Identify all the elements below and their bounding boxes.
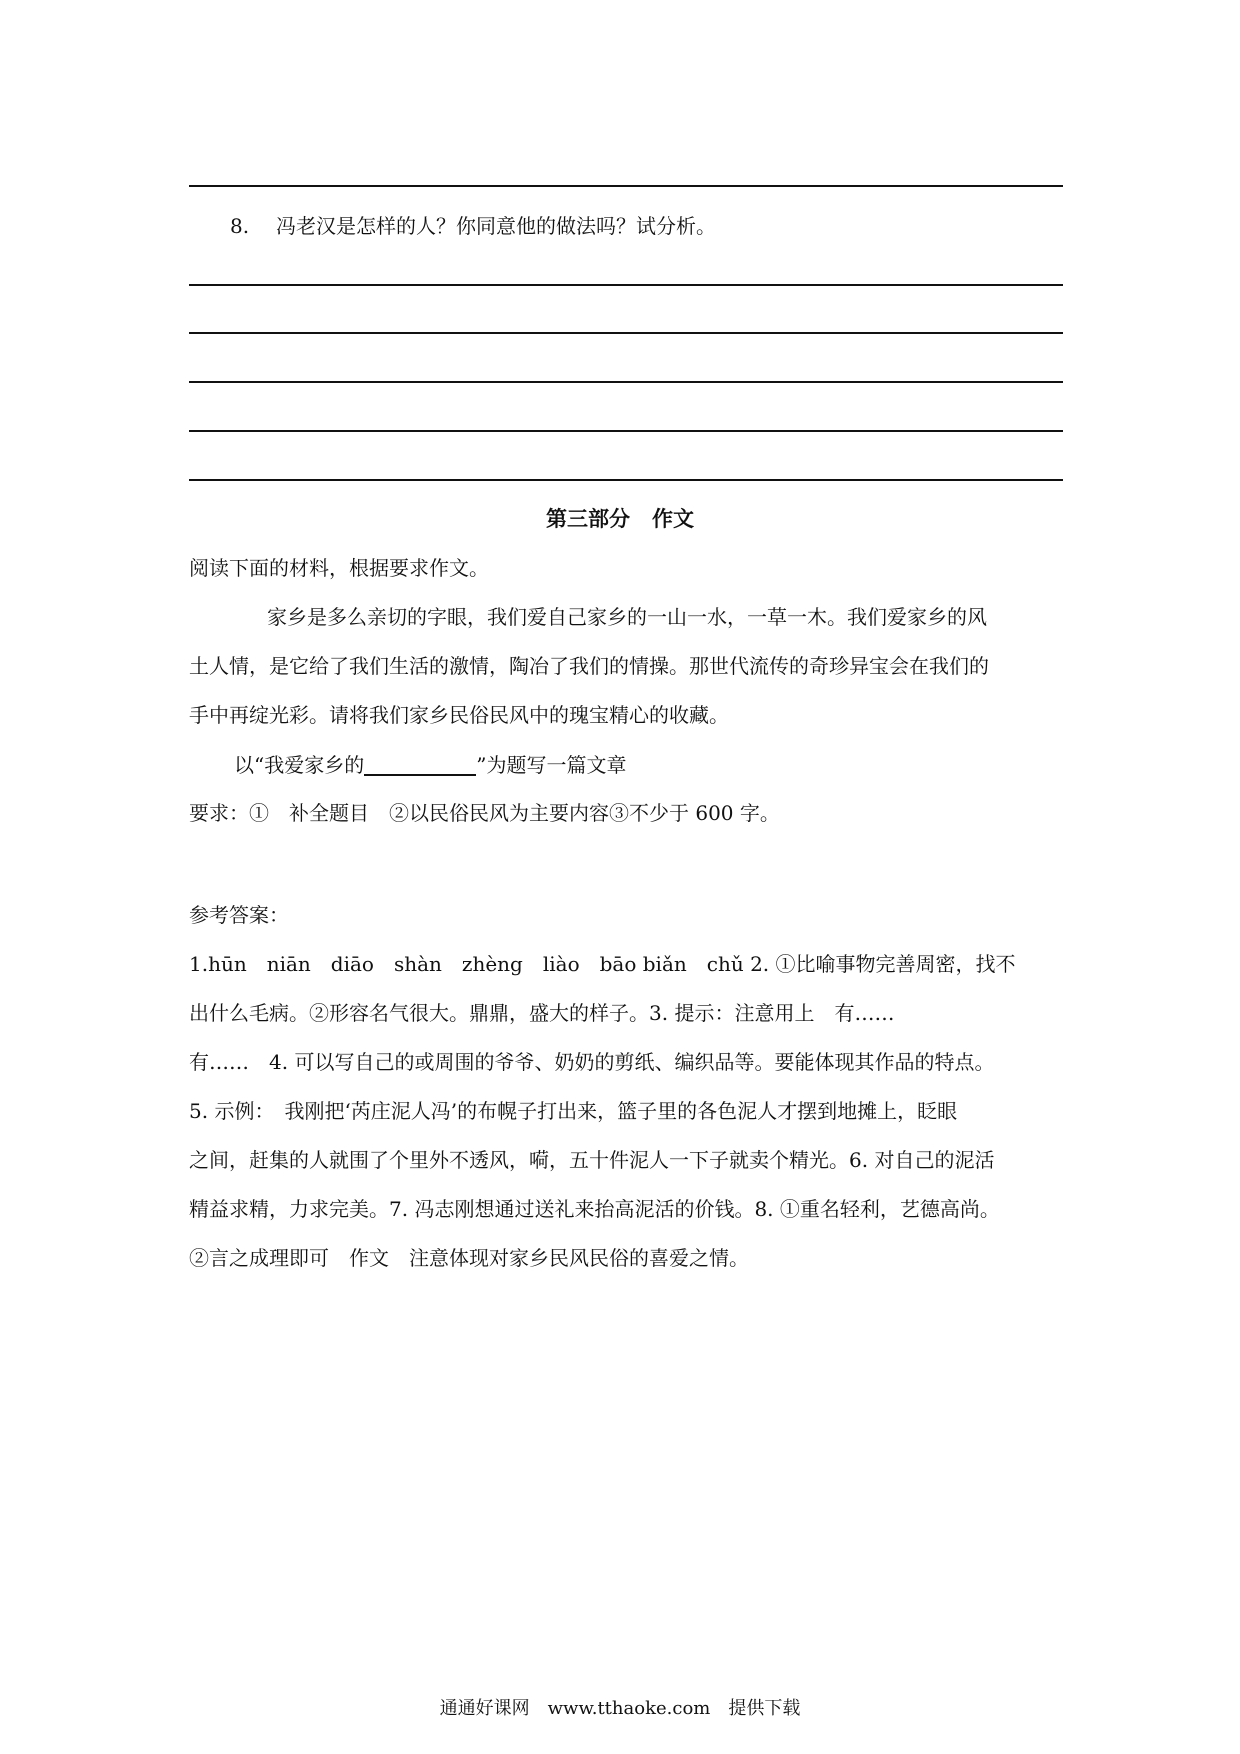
answer-line-5: 之间，赶集的人就围了个里外不透风，嗬，五十件泥人一下子就卖个精光。6. 对自己的泥活 xyxy=(189,1148,995,1172)
answer-line-3: 有…… 4. 可以写自己的或周围的爷爷、奶奶的剪纸、编织品等。要能体现其作品的特点。 xyxy=(189,1050,995,1074)
section-heading xyxy=(0,508,1240,529)
answer-line xyxy=(189,381,1063,383)
instruction-text: 阅读下面的材料，根据要求作文。 xyxy=(189,556,489,580)
answer-line-7: ②言之成理即可 作文 注意体现对家乡民风民俗的喜爱之情。 xyxy=(189,1246,749,1270)
material-line-2: 土人情，是它给了我们生活的激情，陶冶了我们的情操。那世代流传的奇珍异宝会在我们的 xyxy=(189,654,989,678)
answer-line-1: 1.hūn niān diāo shàn zhèng liào bāo biǎn chǔ 2. ①比喻事物完善周密，找不 xyxy=(189,952,1016,976)
prompt-before: 以“我爱家乡的 xyxy=(234,753,365,777)
answer-line xyxy=(189,284,1063,286)
requirements-text: 要求：① 补全题目 ②以民俗民风为主要内容③不少于 600 字。 xyxy=(189,801,780,825)
answer-line-4: 5. 示例： 我刚把‘芮庄泥人冯’的布幌子打出来，篮子里的各色泥人才摆到地摊上，眨眼 xyxy=(189,1099,958,1123)
answer-line xyxy=(189,430,1063,432)
essay-prompt xyxy=(234,754,1108,776)
material-line-3: 手中再绽光彩。请将我们家乡民俗民风中的瑰宝精心的收藏。 xyxy=(189,703,729,727)
prompt-after: ”为题写一篇文章 xyxy=(476,753,627,777)
section-part-label: 第三部分 xyxy=(546,506,630,531)
question-8 xyxy=(230,216,716,236)
title-blank xyxy=(364,754,476,776)
answer-line xyxy=(189,332,1063,334)
answer-line-2: 出什么毛病。②形容名气很大。鼎鼎，盛大的样子。3. 提示：注意用上 有…… xyxy=(189,1001,895,1025)
answer-line-6: 精益求精，力求完美。7. 冯志刚想通过送礼来抬高泥活的价钱。8. ①重名轻利，艺德高尚。 xyxy=(189,1197,1000,1221)
material-line-1: 家乡是多么亲切的字眼，我们爱自己家乡的一山一水，一草一木。我们爱家乡的风 xyxy=(267,605,987,629)
answers-heading: 参考答案： xyxy=(189,903,289,927)
answer-line xyxy=(189,185,1063,187)
question-number: 8. xyxy=(230,214,250,238)
question-text: 冯老汉是怎样的人？你同意他的做法吗？试分析。 xyxy=(276,214,716,238)
page-footer: 通通好课网 www.tthaoke.com 提供下载 xyxy=(439,1698,801,1719)
section-title: 作文 xyxy=(652,506,694,531)
answer-line xyxy=(189,479,1063,481)
